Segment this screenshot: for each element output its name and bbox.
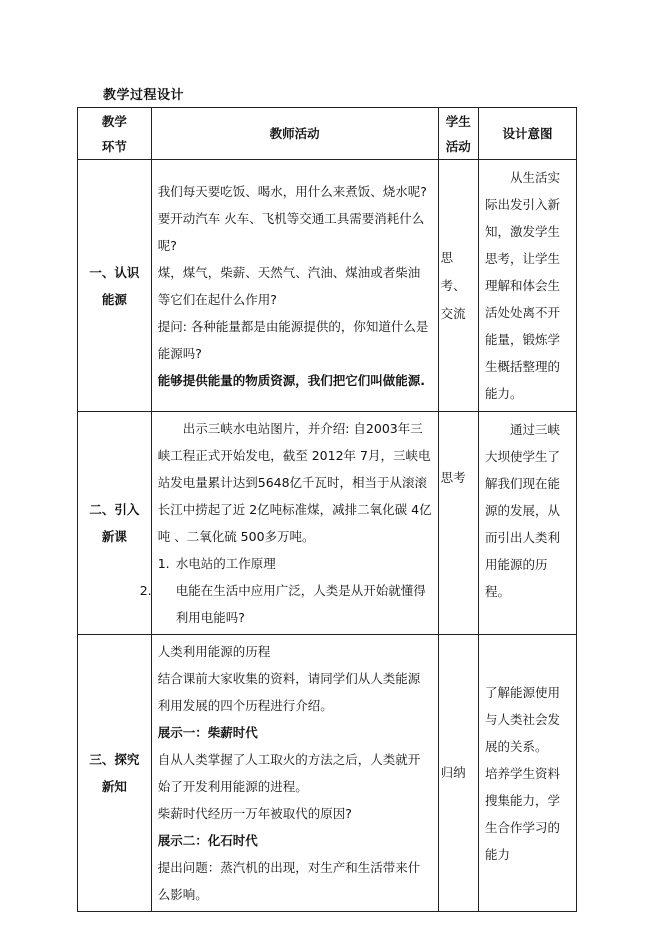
design-intent-cell bbox=[478, 635, 576, 912]
header-intent: 设计意图 bbox=[478, 108, 576, 160]
header-student-line1: 学生 bbox=[445, 113, 471, 129]
teacher-line: 自从人类掌握了人工取火的方法之后，人类就开始了开发利用能源的进程。 bbox=[157, 752, 421, 794]
teacher-line: 人类利用能源的历程 bbox=[157, 644, 271, 659]
teacher-heading: 展示一：柴薪时代 bbox=[157, 725, 258, 740]
section-title: 教学过程设计 bbox=[103, 88, 185, 103]
stage-line2: 新课 bbox=[101, 529, 127, 544]
design-intent-cell bbox=[478, 412, 576, 635]
intent-text: 培养学生资料搜集能力，学生合作学习的能力 bbox=[484, 765, 560, 862]
table-row bbox=[78, 412, 577, 635]
point-text: 电能在生活中应用广泛，人类是从开始就懂得利用电能吗? bbox=[175, 583, 426, 625]
header-stage-line1: 教学 bbox=[101, 113, 127, 129]
header-stage bbox=[78, 108, 152, 160]
intent-text: 通过三峡大坝使学生了解我们现在能源的发展，从而引出人类利用能源的历程。 bbox=[484, 422, 560, 599]
stage-line1: 三、探究 bbox=[89, 752, 140, 767]
student-text: 思考 bbox=[440, 470, 466, 485]
table-row bbox=[78, 635, 577, 912]
table-row bbox=[78, 160, 577, 412]
stage-line2: 能源 bbox=[101, 291, 127, 307]
teacher-activity-cell bbox=[139, 412, 438, 635]
teaching-process-table bbox=[77, 107, 577, 912]
teacher-line: 要开动汽车 火车、飞机等交通工具需要消耗什么呢? bbox=[157, 210, 425, 253]
header-student bbox=[438, 108, 478, 160]
stage-line1: 一、认识 bbox=[89, 264, 140, 280]
student-line1: 思考、 bbox=[440, 249, 466, 293]
design-intent-cell bbox=[478, 160, 576, 412]
student-activity-cell bbox=[438, 635, 478, 912]
student-activity-cell bbox=[438, 160, 478, 412]
teacher-intro: 出示三峡水电站图片，并介绍: 自2003年三峡工程正式开始发电，截至 2012年 7月，三峡电站发电量累计达到5648亿千瓦时，相当于从滚滚长江中捞起了近 2亿吨标准煤，减排二氧化碳 4亿吨 、二氧化硫 500多万吨。 bbox=[157, 421, 432, 544]
header-row bbox=[78, 108, 577, 160]
stage-cell bbox=[78, 635, 152, 912]
student-line2: 交流 bbox=[440, 305, 466, 321]
teacher-line: 提问: 各种能量都是由能源提供的，你知道什么是能源吗? bbox=[157, 318, 429, 361]
point-text: 水电站的工作原理 bbox=[175, 556, 276, 571]
point-item: 2. 电能在生活中应用广泛，人类是从开始就懂得利用电能吗? bbox=[139, 583, 426, 625]
point-item: 1. 水电站的工作原理 bbox=[157, 556, 276, 571]
intent-text: 了解能源使用与人类社会发展的关系。 bbox=[484, 684, 560, 754]
teacher-heading: 展示二：化石时代 bbox=[157, 833, 258, 848]
header-student-line2: 活动 bbox=[445, 138, 471, 154]
header-stage-line2: 环节 bbox=[101, 138, 127, 154]
teacher-activity-cell bbox=[151, 635, 438, 912]
teacher-line: 煤，煤气，柴薪、天然气、汽油、煤油或者柴油等它们在起什么作用? bbox=[157, 264, 421, 307]
teacher-definition: 能够提供能量的物质资源，我们把它们叫做能源. bbox=[157, 372, 425, 388]
teacher-line: 结合课前大家收集的资料，请同学们从人类能源利用发展的四个历程进行介绍。 bbox=[157, 671, 421, 713]
student-activity-cell bbox=[438, 412, 478, 635]
intent-text: 从生活实际出发引入新知，激发学生思考，让学生理解和体会生活处处离不开能量，锻炼学生概括整理的能力。 bbox=[484, 170, 560, 401]
header-teacher: 教师活动 bbox=[151, 108, 438, 160]
teacher-line: 柴薪时代经历一万年被取代的原因? bbox=[157, 806, 352, 821]
teacher-line: 提出问题：蒸汽机的出现，对生产和生活带来什么影响。 bbox=[157, 860, 421, 902]
stage-cell bbox=[78, 160, 152, 412]
teacher-activity-cell bbox=[151, 160, 438, 412]
stage-line2: 新知 bbox=[101, 779, 127, 794]
stage-line1: 二、引入 bbox=[89, 502, 140, 517]
student-text: 归纳 bbox=[440, 765, 466, 780]
teacher-line: 我们每天要吃饭、喝水，用什么来煮饭、烧水呢? bbox=[157, 183, 427, 199]
